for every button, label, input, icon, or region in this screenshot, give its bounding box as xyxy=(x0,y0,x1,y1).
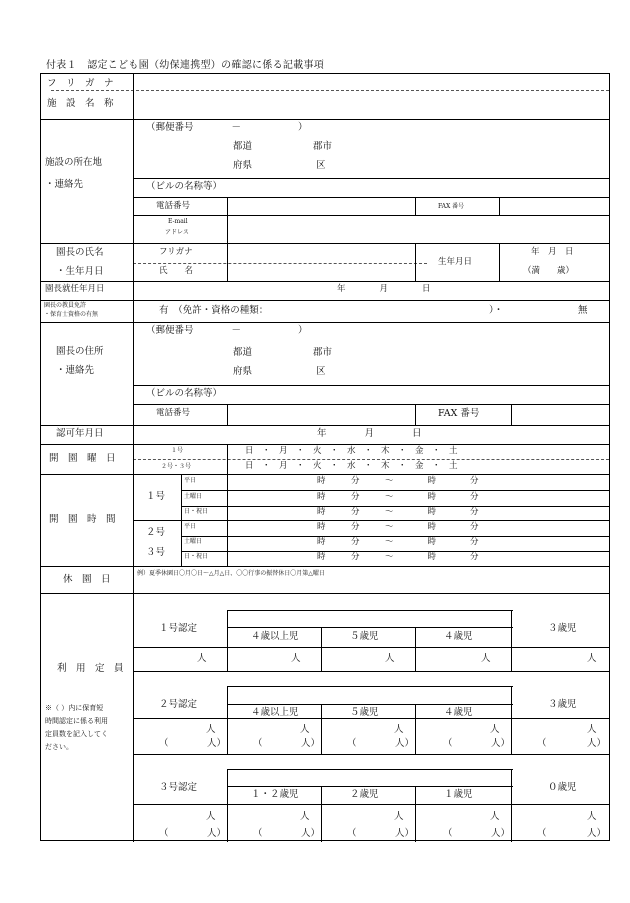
hours-saturday-2: 土曜日 xyxy=(184,538,203,545)
cert3-paren-close: 人） xyxy=(207,828,227,839)
birth-date: 年 月 日 xyxy=(531,247,574,257)
cert2-paren-open-5: （ xyxy=(347,738,357,749)
cert2-count-5: 人 xyxy=(394,724,404,735)
cert3-paren-close-2: 人） xyxy=(395,828,415,839)
cert2-paren-close-4: 人） xyxy=(491,738,511,749)
director-birth-label: ・生年月日 xyxy=(56,266,104,277)
cert3-paren-open-2: （ xyxy=(347,828,357,839)
cert3-paren-open-0: （ xyxy=(537,828,547,839)
cert2-age4plus: ４歳以上児 xyxy=(251,707,299,718)
hours-holiday-2: 日・祝日 xyxy=(184,553,209,560)
ward: 区 xyxy=(316,160,326,171)
cert3-count-12: 人 xyxy=(300,811,310,822)
holiday-example: 例）夏季休園日〇月〇日～△月△日、〇〇行事の振替休日〇月第△曜日 xyxy=(137,570,325,577)
director-city: 郡市 xyxy=(313,347,333,358)
license-no: 無 xyxy=(578,305,588,316)
age: （満 歳） xyxy=(523,266,575,276)
facility-name-label: 施 設 名 称 xyxy=(47,98,114,109)
document-title: 付表１ 認定こども園（幼保連携型）の確認に係る記載事項 xyxy=(46,60,325,71)
director-fax-label: FAX 番号 xyxy=(438,408,480,419)
cert2-count-4plus: 人 xyxy=(300,724,310,735)
cert2-paren-open-3: （ xyxy=(537,738,547,749)
cert2-count-3: 人 xyxy=(587,724,597,735)
application-form xyxy=(40,73,610,841)
hours-group-2: ２号 xyxy=(146,527,166,538)
cert1-age4plus: ４歳以上児 xyxy=(251,631,299,642)
cert1-count: 人 xyxy=(197,653,207,664)
cert3-count-2: 人 xyxy=(394,811,404,822)
time-row-5: 時 分 ～ 時 分 xyxy=(317,537,479,547)
director-phone-label: 電話番号 xyxy=(156,408,191,418)
open-days-no23: ２号・３号 xyxy=(161,463,192,470)
cert3-age2: ２歳児 xyxy=(350,789,379,800)
email-label-2: アドレス xyxy=(165,229,189,236)
cert3-count: 人 xyxy=(206,811,216,822)
cert3-age0: ０歳児 xyxy=(548,782,577,793)
director-name-label: 園長の氏名 xyxy=(56,247,104,258)
director-prefecture-fu: 府県 xyxy=(233,366,253,377)
license-yes: 有 （免許・資格の種類： xyxy=(159,305,269,316)
hours-group-3: ３号 xyxy=(146,547,166,558)
cert2-paren-open-4plus: （ xyxy=(253,738,263,749)
furigana-label: フ リ ガ ナ xyxy=(47,78,114,89)
capacity-label: 利 用 定 員 xyxy=(57,663,124,674)
hours-saturday-1: 土曜日 xyxy=(184,493,203,500)
postal-code: （郵便番号 － ） xyxy=(146,122,308,133)
fax-label: FAX 番号 xyxy=(438,203,465,210)
cert2-paren-close: 人） xyxy=(207,738,227,749)
cert2-paren-close-3: 人） xyxy=(587,738,607,749)
time-row-1: 時 分 ～ 時 分 xyxy=(317,476,479,486)
capacity-note-4: ださい。 xyxy=(45,743,73,751)
approval-date: 年 月 日 xyxy=(317,428,422,439)
open-days-label: 開 園 曜 日 xyxy=(49,453,116,464)
cert3-paren-open: （ xyxy=(159,828,169,839)
building-name: （ビルの名称等） xyxy=(146,181,223,192)
cert3-count-1: 人 xyxy=(490,811,500,822)
cert3-age12: １・２歳児 xyxy=(251,789,299,800)
location-label: 施設の所在地 xyxy=(45,157,103,168)
cert3-paren-open-12: （ xyxy=(253,828,263,839)
cert3-age1: １歳児 xyxy=(444,789,473,800)
prefecture-fu: 府県 xyxy=(233,160,253,171)
cert1-count-5: 人 xyxy=(385,653,395,664)
director-ward: 区 xyxy=(316,366,326,377)
weekdays-1: 日 ・ 月 ・ 火 ・ 水 ・ 木 ・ 金 ・ 土 xyxy=(245,446,458,456)
director-postal: （郵便番号 － ） xyxy=(146,325,308,336)
appointed-date: 年 月 日 xyxy=(337,284,431,294)
director-furigana: フリガナ xyxy=(159,247,193,257)
capacity-note-2: 時間認定に係る利用 xyxy=(45,717,108,725)
open-hours-label: 開 園 時 間 xyxy=(49,514,116,525)
cert1-count-3: 人 xyxy=(587,653,597,664)
hours-holiday-1: 日・祝日 xyxy=(184,508,209,515)
time-row-3: 時 分 ～ 時 分 xyxy=(317,507,479,517)
cert2-paren-open-4: （ xyxy=(443,738,453,749)
director-address-label: 園長の住所 xyxy=(56,346,104,357)
director-prefecture-to: 都道 xyxy=(233,347,253,358)
license-label: 園長の教員免許 xyxy=(44,302,87,309)
cert2-count: 人 xyxy=(206,724,216,735)
weekdays-2: 日 ・ 月 ・ 火 ・ 水 ・ 木 ・ 金 ・ 土 xyxy=(245,461,458,471)
email-label: E-mail xyxy=(168,218,188,225)
cert2-age3: ３歳児 xyxy=(548,699,577,710)
license-close: ）・ xyxy=(489,305,504,316)
license-label-2: ・保育士資格の有無 xyxy=(44,311,99,318)
director-building: （ビルの名称等） xyxy=(146,388,223,399)
cert2-label: ２号認定 xyxy=(159,699,198,710)
cert2-age5: ５歳児 xyxy=(350,707,379,718)
cert1-age4: ４歳児 xyxy=(444,631,473,642)
prefecture-to: 都道 xyxy=(233,141,253,152)
cert2-paren-close-5: 人） xyxy=(395,738,415,749)
cert1-label: １号認定 xyxy=(159,623,198,634)
cert2-paren-open: （ xyxy=(159,738,169,749)
time-row-4: 時 分 ～ 時 分 xyxy=(317,522,479,532)
director-address-label-2: ・連絡先 xyxy=(56,365,95,376)
cert1-count-4: 人 xyxy=(481,653,491,664)
approval-label: 認可年月日 xyxy=(56,428,104,439)
location-label-2: ・連絡先 xyxy=(45,179,84,190)
cert3-label: ３号認定 xyxy=(159,782,198,793)
cert3-paren-close-12: 人） xyxy=(301,828,321,839)
hours-weekday-1: 平日 xyxy=(184,477,197,484)
cert1-count-4plus: 人 xyxy=(291,653,301,664)
capacity-note-3: 定員数を記入してく xyxy=(45,730,108,738)
cert3-paren-open-1: （ xyxy=(443,828,453,839)
cert1-age5: ５歳児 xyxy=(350,631,379,642)
cert2-age4: ４歳児 xyxy=(444,707,473,718)
cert3-paren-close-0: 人） xyxy=(587,828,607,839)
holidays-label: 休 園 日 xyxy=(63,574,111,585)
hours-weekday-2: 平日 xyxy=(184,523,197,530)
cert2-count-4: 人 xyxy=(490,724,500,735)
cert1-age3: ３歳児 xyxy=(548,623,577,634)
capacity-note-1: ※（ ）内に保育短 xyxy=(45,704,104,712)
time-row-2: 時 分 ～ 時 分 xyxy=(317,492,479,502)
director-shimei: 氏 名 xyxy=(159,266,194,276)
appointed-label: 園長就任年月日 xyxy=(45,284,105,294)
cert2-paren-close-4plus: 人） xyxy=(301,738,321,749)
open-days-no1: １号 xyxy=(171,447,184,454)
phone-label: 電話番号 xyxy=(156,201,191,211)
city-gun: 郡市 xyxy=(313,141,333,152)
hours-group-1: １号 xyxy=(146,491,166,502)
birth-label: 生年月日 xyxy=(438,257,473,267)
time-row-6: 時 分 ～ 時 分 xyxy=(317,552,479,562)
cert3-paren-close-1: 人） xyxy=(491,828,511,839)
cert3-count-0: 人 xyxy=(587,811,597,822)
